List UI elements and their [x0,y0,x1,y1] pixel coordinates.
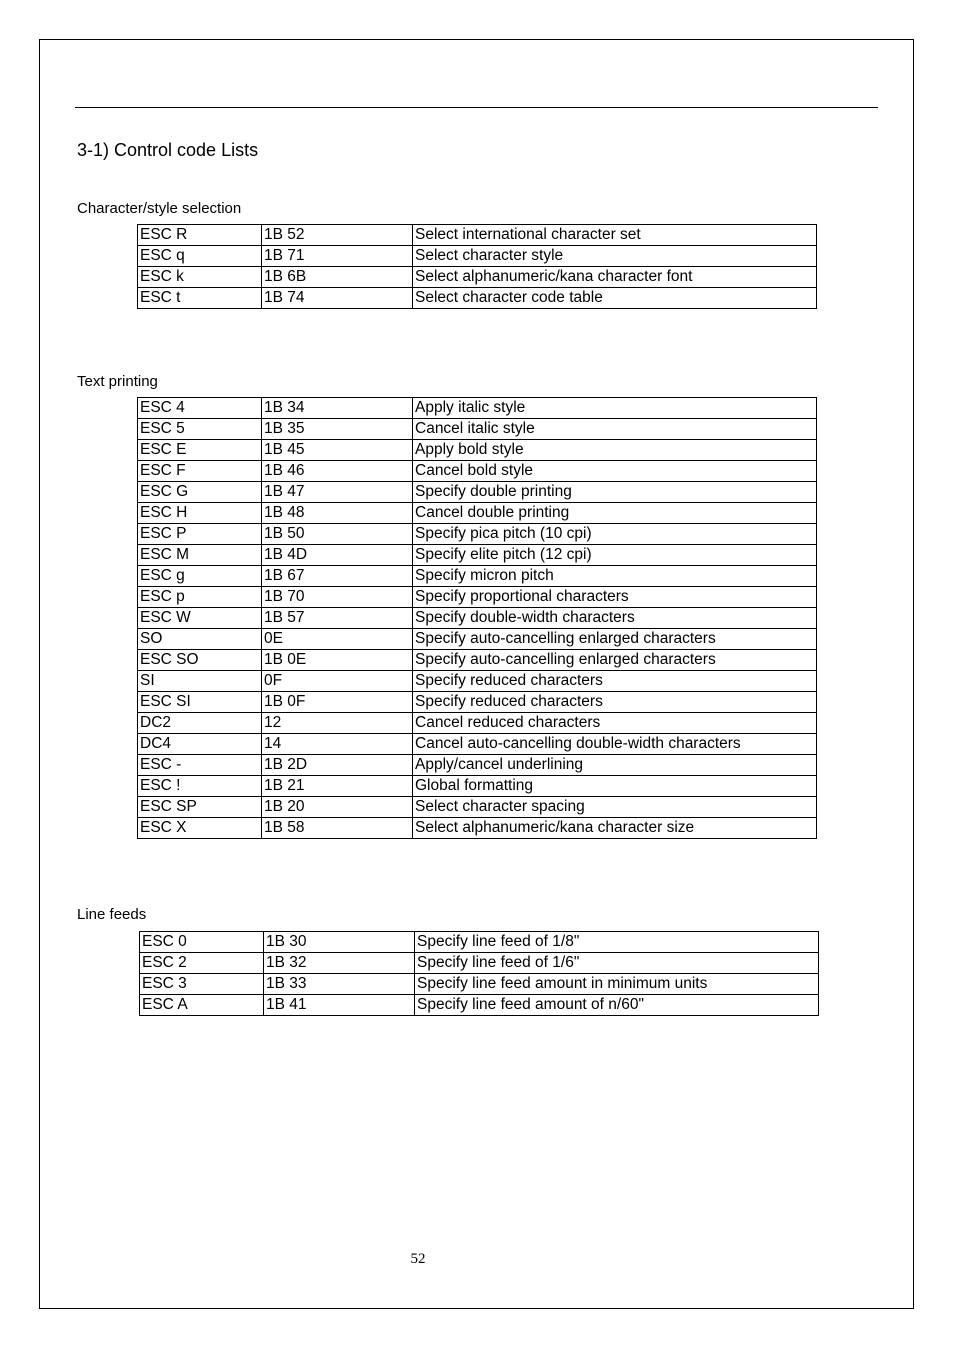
command-cell: ESC 4 [138,398,262,419]
table-row [138,545,817,566]
description-cell: Cancel bold style [413,461,817,482]
table-row [138,671,817,692]
description-cell: Select alphanumeric/kana character size [413,818,817,839]
command-cell: ESC X [138,818,262,839]
section-title-line-feeds: Line feeds [77,906,147,923]
command-cell: ESC - [138,755,262,776]
hex-code-cell: 1B 34 [262,398,413,419]
description-cell: Select character code table [413,288,817,309]
section-title-character-style: Character/style selection [77,200,242,217]
table-row [138,608,817,629]
table-row [140,953,819,974]
table-row [138,288,817,309]
command-cell: ESC P [138,524,262,545]
command-cell: ESC 2 [140,953,264,974]
table-row [138,419,817,440]
table-row [138,482,817,503]
hex-code-cell: 1B 41 [264,995,415,1016]
description-cell: Cancel reduced characters [413,713,817,734]
hex-code-cell: 1B 71 [262,246,413,267]
hex-code-cell: 1B 2D [262,755,413,776]
hex-code-cell: 1B 6B [262,267,413,288]
table-row [138,246,817,267]
description-cell: Specify line feed of 1/6" [415,953,819,974]
command-cell: ESC SO [138,650,262,671]
hex-code-cell: 1B 45 [262,440,413,461]
command-cell: ESC ! [138,776,262,797]
table-row [140,932,819,953]
command-cell: ESC p [138,587,262,608]
command-cell: ESC SP [138,797,262,818]
table-row [138,461,817,482]
command-cell: ESC 0 [140,932,264,953]
description-cell: Specify reduced characters [413,692,817,713]
hex-code-cell: 12 [262,713,413,734]
table-row [138,818,817,839]
description-cell: Specify micron pitch [413,566,817,587]
description-cell: Specify double printing [413,482,817,503]
table-row [138,734,817,755]
command-cell: ESC H [138,503,262,524]
table-row [140,995,819,1016]
command-cell: ESC k [138,267,262,288]
description-cell: Specify pica pitch (10 cpi) [413,524,817,545]
command-cell: SO [138,629,262,650]
description-cell: Specify line feed amount of n/60" [415,995,819,1016]
hex-code-cell: 1B 46 [262,461,413,482]
table-row [138,797,817,818]
command-cell: ESC G [138,482,262,503]
description-cell: Specify proportional characters [413,587,817,608]
command-cell: ESC W [138,608,262,629]
command-cell: ESC 5 [138,419,262,440]
description-cell: Apply italic style [413,398,817,419]
hex-code-cell: 0E [262,629,413,650]
table-row [138,755,817,776]
hex-code-cell: 1B 0F [262,692,413,713]
table-row [138,587,817,608]
hex-code-cell: 1B 32 [264,953,415,974]
table-row [138,650,817,671]
hex-code-cell: 1B 20 [262,797,413,818]
hex-code-cell: 1B 4D [262,545,413,566]
table-character-style [137,224,817,309]
hex-code-cell: 1B 52 [262,225,413,246]
hex-code-cell: 14 [262,734,413,755]
command-cell: ESC q [138,246,262,267]
hex-code-cell: 1B 30 [264,932,415,953]
command-cell: ESC A [140,995,264,1016]
command-cell: ESC F [138,461,262,482]
command-cell: SI [138,671,262,692]
description-cell: Select character style [413,246,817,267]
description-cell: Select character spacing [413,797,817,818]
description-cell: Specify elite pitch (12 cpi) [413,545,817,566]
hex-code-cell: 1B 48 [262,503,413,524]
description-cell: Specify double-width characters [413,608,817,629]
page-heading: 3-1) Control code Lists [77,140,259,160]
command-cell: ESC M [138,545,262,566]
description-cell: Apply bold style [413,440,817,461]
description-cell: Specify auto-cancelling enlarged characters [413,629,817,650]
hex-code-cell: 1B 47 [262,482,413,503]
hex-code-cell: 1B 57 [262,608,413,629]
table-row [138,776,817,797]
table-row [138,692,817,713]
table-row [138,267,817,288]
command-cell: ESC t [138,288,262,309]
description-cell: Cancel auto-cancelling double-width characters [413,734,817,755]
hex-code-cell: 1B 0E [262,650,413,671]
table-row [138,566,817,587]
description-cell: Select international character set [413,225,817,246]
table-row [138,503,817,524]
table-row [138,629,817,650]
command-cell: ESC 3 [140,974,264,995]
command-cell: ESC R [138,225,262,246]
table-text-printing [137,397,817,839]
table-row [138,398,817,419]
hex-code-cell: 1B 21 [262,776,413,797]
description-cell: Specify line feed of 1/8" [415,932,819,953]
page-number: 52 [410,1251,426,1267]
table-row [138,225,817,246]
description-cell: Apply/cancel underlining [413,755,817,776]
command-cell: ESC SI [138,692,262,713]
section-title-text-printing: Text printing [77,373,158,390]
hex-code-cell: 1B 35 [262,419,413,440]
description-cell: Specify auto-cancelling enlarged characters [413,650,817,671]
table-row [138,440,817,461]
description-cell: Specify reduced characters [413,671,817,692]
command-cell: ESC g [138,566,262,587]
description-cell: Specify line feed amount in minimum units [415,974,819,995]
header-rule [75,107,878,108]
table-line-feeds [139,931,819,1016]
table-row [138,713,817,734]
description-cell: Cancel italic style [413,419,817,440]
hex-code-cell: 0F [262,671,413,692]
hex-code-cell: 1B 67 [262,566,413,587]
table-row [138,524,817,545]
command-cell: ESC E [138,440,262,461]
command-cell: DC4 [138,734,262,755]
description-cell: Select alphanumeric/kana character font [413,267,817,288]
description-cell: Cancel double printing [413,503,817,524]
description-cell: Global formatting [413,776,817,797]
command-cell: DC2 [138,713,262,734]
hex-code-cell: 1B 70 [262,587,413,608]
hex-code-cell: 1B 58 [262,818,413,839]
hex-code-cell: 1B 74 [262,288,413,309]
table-row [140,974,819,995]
hex-code-cell: 1B 50 [262,524,413,545]
hex-code-cell: 1B 33 [264,974,415,995]
